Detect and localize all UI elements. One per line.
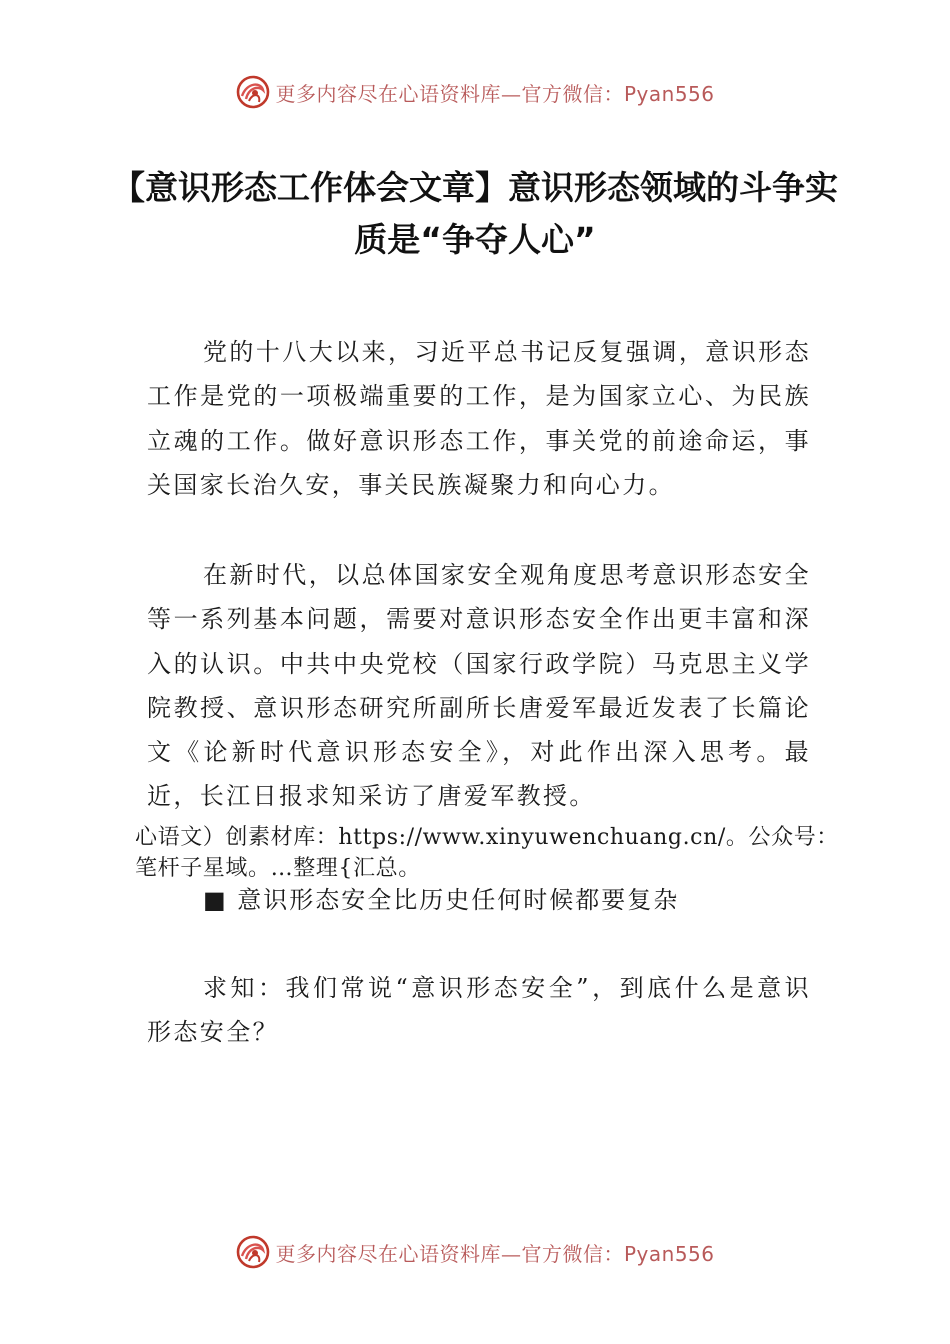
banner-text bbox=[275, 78, 714, 107]
banner-wechat-id: Pyan556 bbox=[623, 1241, 715, 1266]
footer-banner bbox=[0, 1232, 950, 1272]
question-paragraph: 求知：我们常说“意识形态安全”，到底什么是意识形态安全？ bbox=[147, 974, 811, 1047]
paragraph-1: 党的十八大以来，习近平总书记反复强调，意识形态工作是党的一项极端重要的工作，是为国家立心、为民族立魂的工作。做好意识形态工作，事关党的前途命运，事关国家长治久安，事关民族凝聚力和向心力。 bbox=[147, 338, 811, 499]
banner-slogan: 更多内容尽在心语资料库—官方微信： bbox=[275, 1241, 624, 1266]
swirl-logo-icon bbox=[235, 1234, 271, 1270]
paragraph-2: 在新时代，以总体国家安全观角度思考意识形态安全等一系列基本问题，需要对意识形态安全作出更丰富和深入的认识。中共中央党校（国家行政学院）马克思主义学院教授、意识形态研究所副所长唐爱军最近发表了长篇论文《论新时代意识形态安全》，对此作出深入思考。最近，长江日报求知采访了唐爱军教授。 bbox=[147, 561, 811, 811]
swirl-logo-icon bbox=[235, 74, 271, 110]
document-title: 【意识形态工作体会文章】意识形态领域的斗争实质是“争夺人心” bbox=[112, 168, 838, 259]
section-heading: ■ 意识形态安全比历史任何时候都要复杂 bbox=[203, 886, 680, 914]
banner-text bbox=[275, 1238, 714, 1267]
header-banner bbox=[0, 72, 950, 112]
banner-wechat-id: Pyan556 bbox=[623, 81, 715, 106]
source-note: 心语文）创素材库：https://www.xinyuwenchuang.cn/。公众号：笔杆子星域。…整理{汇总。 bbox=[135, 825, 839, 881]
banner-slogan: 更多内容尽在心语资料库—官方微信： bbox=[275, 81, 624, 106]
